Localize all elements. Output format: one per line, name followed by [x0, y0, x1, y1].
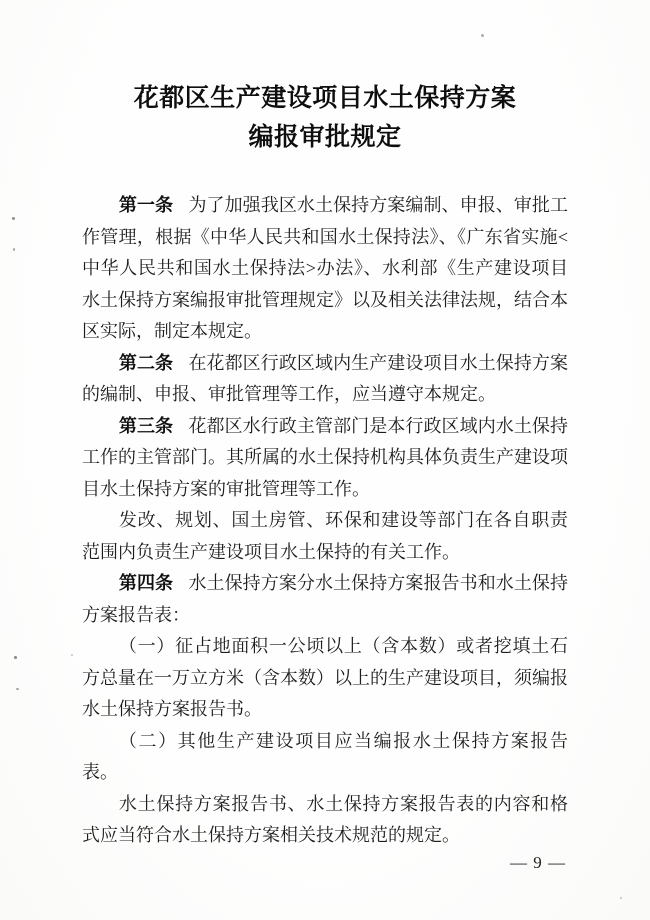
paragraph-text: 花都区水行政主管部门是本行政区域内水土保持工作的主管部门。其所属的水土保持机构具体负责生产建设项目水土保持方案的审批管理等工作。: [82, 415, 569, 499]
document-title-line2: 编报审批规定: [248, 124, 402, 151]
paragraph-text: 发改、规划、国土房管、环保和建设等部门在各自职责范围内负责生产建设项目水土保持的有关工作。: [82, 510, 568, 562]
document-title: [0, 79, 650, 157]
body-paragraph: [82, 789, 568, 852]
paragraph-text: 在花都区行政区域内生产建设项目水土保持方案的编制、申报、审批管理等工作，应当遵守本规定。: [82, 352, 569, 404]
body-paragraph: [82, 631, 568, 726]
paragraph-text: （二）其他生产建设项目应当编报水土保持方案报告表。: [82, 730, 568, 782]
paragraph-text: 水土保持方案报告书、水土保持方案报告表的内容和格式应当符合水土保持方案相关技术规范的规定。: [82, 793, 568, 845]
paragraph-text: 为了加强我区水土保持方案编制、申报、审批工作管理，根据《中华人民共和国水土保持法》、《广东省实施<中华人民共和国水土保持法>办法》、水利部《生产建设项目水土保持方案编报审批管理规定》以及相关法律法规，结合本区实际，制定本规定。: [82, 195, 569, 341]
scan-speck: [13, 248, 15, 251]
page-number: — 9 —: [510, 853, 566, 872]
body-paragraph: [82, 505, 568, 568]
scan-speck: [620, 897, 622, 899]
scan-speck: [71, 654, 73, 656]
body-paragraph: [82, 190, 568, 348]
paragraph-text: （一）征占地面积一公顷以上（含本数）或者挖填土石方总量在一万立方米（含本数）以上的生产建设项目，须编报水土保持方案报告书。: [82, 636, 568, 719]
scan-speck: [12, 217, 15, 220]
scan-speck: [16, 688, 19, 690]
article-label: 第三条: [118, 415, 174, 436]
article-label: 第四条: [118, 573, 174, 593]
scan-speck: [481, 34, 484, 37]
body-paragraph: [82, 568, 568, 631]
article-label: 第一条: [118, 195, 174, 215]
body-paragraph: [82, 411, 568, 506]
article-label: 第二条: [118, 352, 174, 373]
document-body: [82, 190, 568, 852]
body-paragraph: [82, 348, 568, 411]
scan-speck: [14, 656, 17, 659]
document-title-line1: 花都区生产建设项目水土保持方案: [133, 85, 517, 112]
paragraph-text: 水土保持方案分水土保持方案报告书和水土保持方案报告表：: [82, 573, 569, 625]
body-paragraph: [82, 726, 568, 789]
